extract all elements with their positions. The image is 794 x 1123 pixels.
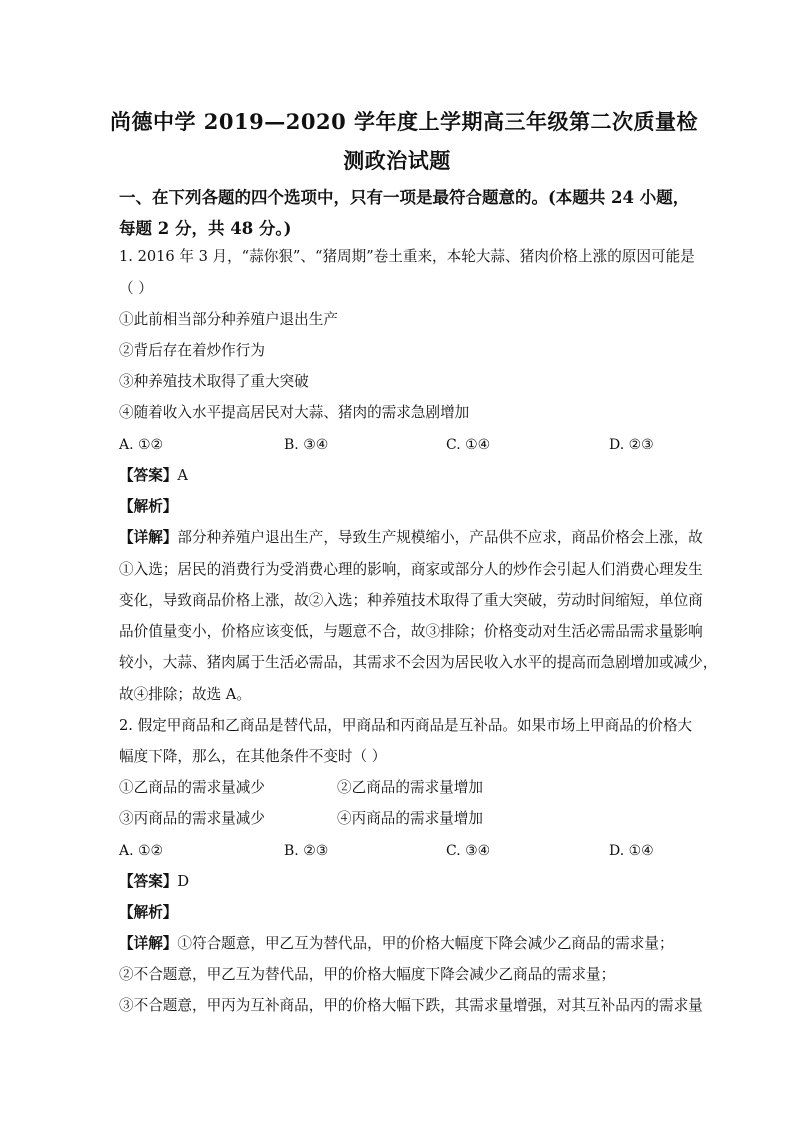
q1-item-4: ④随着收入水平提高居民对大蒜、猪肉的需求急剧增加 [119,404,470,421]
q2-option-b: B. ②③ [284,843,329,859]
q1-option-a: A. ①② [119,437,164,453]
q2-detail-line-2: ②不合题意，甲乙互为替代品，甲的价格大幅度下降会减少乙商品的需求量； [119,966,616,983]
page-title-line-2: 测政治试题 [343,148,451,173]
q1-option-d: D. ②③ [609,437,654,453]
q2-stem-line-1: 2. 假定甲商品和乙商品是替代品，甲商品和丙商品是互补品。如果市场上甲商品的价格大 [119,717,693,734]
q1-item-1: ①此前相当部分种养殖户退出生产 [119,311,338,328]
q1-detail-line-2: ①入选；居民的消费行为受消费心理的影响，商家或部分人的炒作会引起人们消费心理发生 [119,561,703,578]
q1-answer-label: 【答案】 [119,467,178,484]
q1-answer [119,466,188,486]
q1-detail-line-3: 变化，导致商品价格上涨，故②入选；种养殖技术取得了重大突破，劳动时间缩短，单位商 [119,592,703,609]
section-heading-line-1: 一、在下列各题的四个选项中，只有一项是最符合题意的。(本题共 24 小题， [119,188,690,207]
q2-option-a: A. ①② [119,843,164,859]
q2-option-c: C. ③④ [446,843,491,859]
q1-analysis-label: 【解析】 [119,498,178,515]
q2-analysis-label: 【解析】 [119,904,178,921]
q2-answer-label: 【答案】 [119,873,178,890]
q1-stem-line-1: 1. 2016 年 3 月，“蒜你狠”、“猪周期”卷土重来，本轮大蒜、猪肉价格上涨的原因可能是 [119,248,695,265]
q2-item-3: ③丙商品的需求量减少 [119,810,265,827]
q1-detail-line-4: 品价值量变小，价格应该变低，与题意不合，故③排除；价格变动对生活必需品需求量影响 [119,623,703,640]
q1-answer-value: A [177,467,188,484]
q2-item-4: ④丙商品的需求量增加 [337,810,483,827]
q2-detail-line-3: ③不合题意，甲丙为互补商品，甲的价格大幅下跌，其需求量增强，对其互补品丙的需求量 [119,997,703,1014]
q1-detail-label: 【详解】 [119,529,178,546]
q1-detail-line-5: 较小，大蒜、猪肉属于生活必需品，其需求不会因为居民收入水平的提高而急剧增加或减少， [119,654,718,671]
q2-detail-line-1 [119,934,674,954]
q2-answer [119,872,189,892]
q1-detail-line-6: 故④排除；故选 A。 [119,686,251,703]
q1-stem-line-2: （ ） [119,280,153,297]
q2-option-d: D. ①④ [609,843,654,859]
page-title-line-1: 尚德中学 2019—2020 学年度上学期高三年级第二次质量检 [110,109,699,134]
q1-item-2: ②背后存在着炒作行为 [119,342,265,359]
q2-stem-line-2: 幅度下降，那么，在其他条件不变时（ ） [119,748,387,765]
q1-detail-text-1: 部分种养殖户退出生产，导致生产规模缩小，产品供不应求，商品价格会上涨，故 [177,529,703,546]
q2-detail-label: 【详解】 [119,935,178,952]
q1-option-c: C. ①④ [446,437,491,453]
q1-detail-line-1 [119,528,703,548]
q2-answer-value: D [177,873,190,890]
q2-item-1: ①乙商品的需求量减少 [119,779,265,796]
q2-item-2: ②乙商品的需求量增加 [337,779,483,796]
q2-detail-text-1: ①符合题意，甲乙互为替代品，甲的价格大幅度下降会减少乙商品的需求量； [177,935,674,952]
q1-option-b: B. ③④ [284,437,329,453]
section-heading-line-2: 每题 2 分，共 48 分。) [119,219,292,238]
q1-item-3: ③种养殖技术取得了重大突破 [119,373,309,390]
